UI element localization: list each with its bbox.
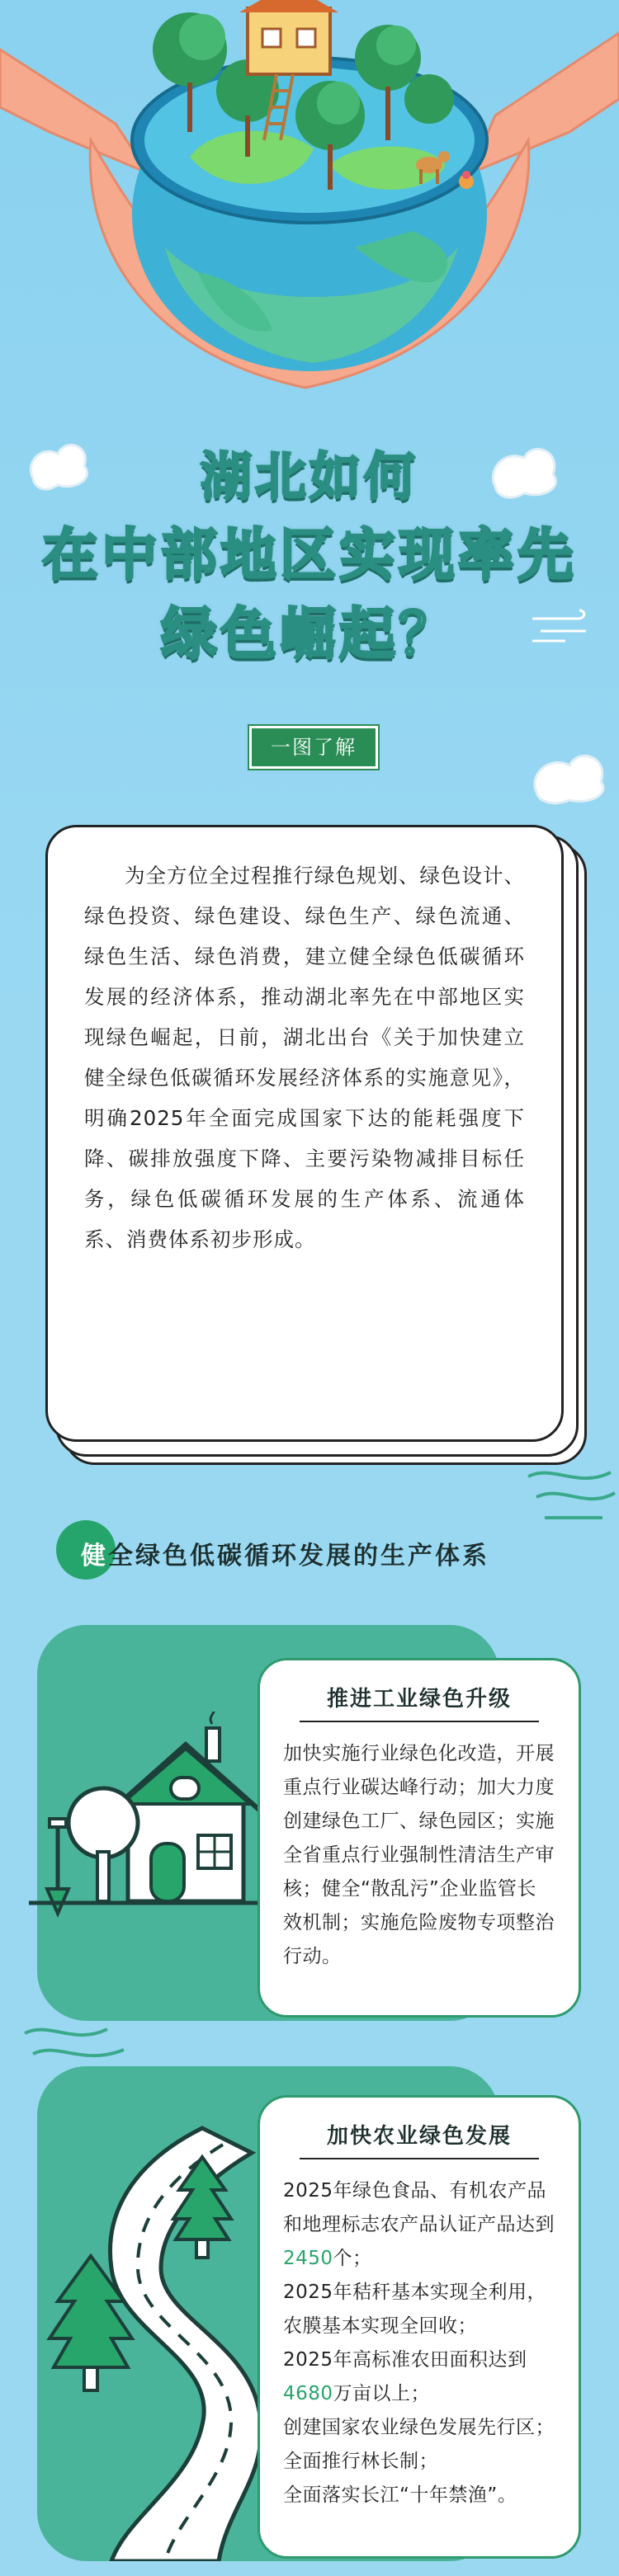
- agriculture-card-title: 加快农业绿色发展: [300, 2112, 539, 2159]
- section-title-first-char: 健: [81, 1542, 108, 1571]
- agri-line-6: 全面落实长江“十年禁渔”。: [283, 2484, 517, 2506]
- house-icon: [29, 1712, 268, 1926]
- industry-card: [258, 1658, 581, 2018]
- earth-globe-icon: [0, 0, 619, 429]
- agriculture-card-body: [283, 2174, 555, 2512]
- agri-line-5: 全面推行林长制；: [283, 2451, 438, 2472]
- cloud-icon: [528, 742, 611, 808]
- pine-tree-icon: [169, 2153, 235, 2260]
- agri-line-2: 2025年秸秆基本实现全利用，农膜基本实现全回收；: [283, 2282, 547, 2337]
- section-heading: [50, 1514, 578, 1571]
- industry-card-title: 推进工业绿色升级: [300, 1675, 539, 1722]
- agri-line-1b: 个；: [333, 2248, 372, 2269]
- intro-text: 为全方位全过程推行绿色规划、绿色设计、绿色投资、绿色建设、绿色生产、绿色流通、绿色生活、绿色消费，建立健全绿色低碳循环发展的经济体系，推动湖北率先在中部地区实现绿色崛起，日前，湖北出台《关于加快建立健全绿色低碳循环发展经济体系的实施意见》，明确2025年全面完成国家下达的能耗强度下降、碳排放强度下降、主要污染物减排目标任务，绿色低碳循环发展的生产体系、流通体系、消费体系初步形成。: [84, 864, 525, 1251]
- hero-illustration: [0, 0, 619, 429]
- title-line-3: 绿色崛起？: [160, 602, 458, 667]
- agri-line-3a: 2025年高标准农田面积达到: [283, 2349, 527, 2371]
- agri-line-3b: 万亩以上；: [333, 2383, 431, 2404]
- intro-card: [45, 825, 590, 1468]
- overview-badge: 一图了解: [249, 726, 378, 769]
- agri-line-1a: 2025年绿色食品、有机农产品和地理标志农产品认证产品达到: [283, 2180, 555, 2235]
- title-line-2: 在中部地区实现率先: [41, 523, 577, 588]
- agri-number-4680: 4680: [283, 2383, 333, 2404]
- section-title-rest: 全绿色低碳循环发展的生产体系: [108, 1542, 489, 1571]
- industry-card-body: 加快实施行业绿色化改造，开展重点行业碳达峰行动；加大力度创建绿色工厂、绿色园区；实施全省重点行业强制性清洁生产审核；健全“散乱污”企业监管长效机制；实施危险废物专项整治行动。: [283, 1743, 555, 1967]
- page-title: [0, 437, 619, 675]
- title-line-1: 湖北如何: [200, 446, 418, 506]
- agriculture-card: [258, 2095, 581, 2559]
- section-title: [81, 1535, 489, 1571]
- agri-number-2450: 2450: [283, 2248, 333, 2269]
- agri-line-4: 创建国家农业绿色发展先行区；: [283, 2417, 555, 2438]
- pine-tree-icon: [45, 2252, 136, 2392]
- card-sheet-front: [45, 825, 564, 1442]
